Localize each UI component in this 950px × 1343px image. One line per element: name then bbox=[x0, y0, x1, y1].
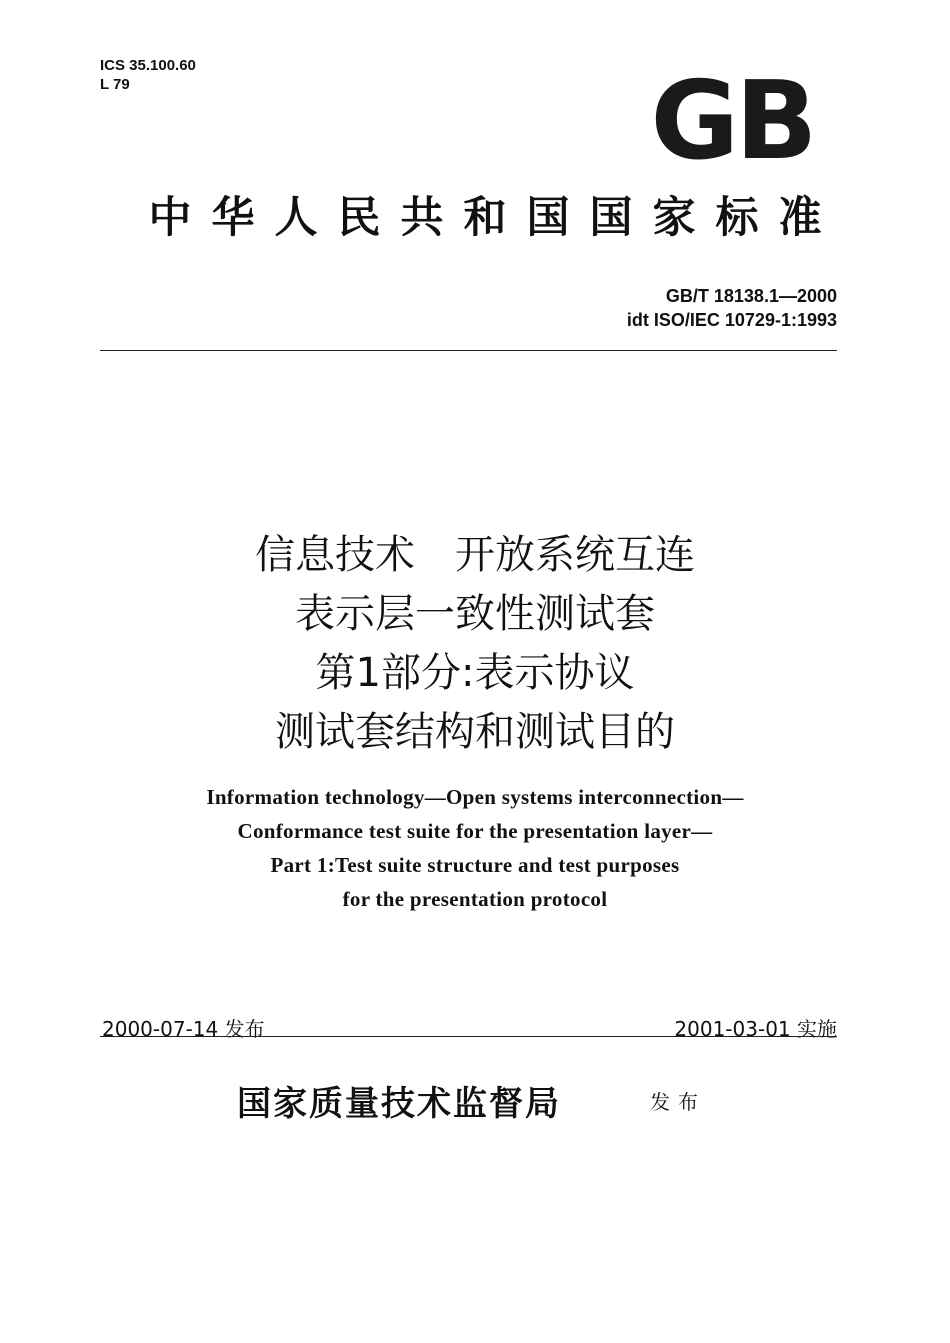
top-divider bbox=[100, 350, 837, 351]
national-standard-title: 中华人民共和国国家标准 bbox=[148, 193, 842, 243]
issue-date: 2000-07-14 发布 bbox=[102, 1017, 265, 1041]
standard-number: GB/T 18138.1—2000 bbox=[665, 286, 837, 306]
english-title bbox=[60, 780, 890, 916]
gb-logo-icon bbox=[632, 70, 832, 170]
english-title-line-1: Information technology—Open systems interconnection— bbox=[206, 785, 744, 809]
chinese-title bbox=[60, 526, 890, 762]
chinese-title-line-1: 信息技术 开放系统互连 bbox=[255, 532, 695, 578]
english-title-line-4: for the presentation protocol bbox=[342, 887, 608, 911]
english-title-line-3: Part 1:Test suite structure and test purposes bbox=[270, 853, 680, 877]
gb-logo bbox=[632, 70, 832, 170]
effective-date: 2001-03-01 实施 bbox=[674, 1017, 837, 1041]
standard-equivalent: idt ISO/IEC 10729-1:1993 bbox=[626, 310, 837, 330]
chinese-title-line-2: 表示层一致性测试套 bbox=[295, 591, 655, 637]
bottom-divider bbox=[100, 1036, 837, 1037]
ccs-code: L 79 bbox=[100, 76, 130, 93]
english-title-line-2: Conformance test suite for the presentation layer— bbox=[237, 819, 713, 843]
issuing-authority-suffix: 发布 bbox=[650, 1090, 706, 1114]
standard-number-block bbox=[627, 284, 837, 332]
ics-code: ICS 35.100.60 bbox=[100, 57, 196, 74]
chinese-title-line-4: 测试套结构和测试目的 bbox=[275, 709, 675, 755]
classification-codes bbox=[100, 56, 196, 94]
logo-text: GB bbox=[650, 70, 814, 170]
issuing-authority: 国家质量技术监督局 bbox=[237, 1084, 561, 1124]
chinese-title-line-3: 第1部分:表示协议 bbox=[315, 650, 635, 696]
